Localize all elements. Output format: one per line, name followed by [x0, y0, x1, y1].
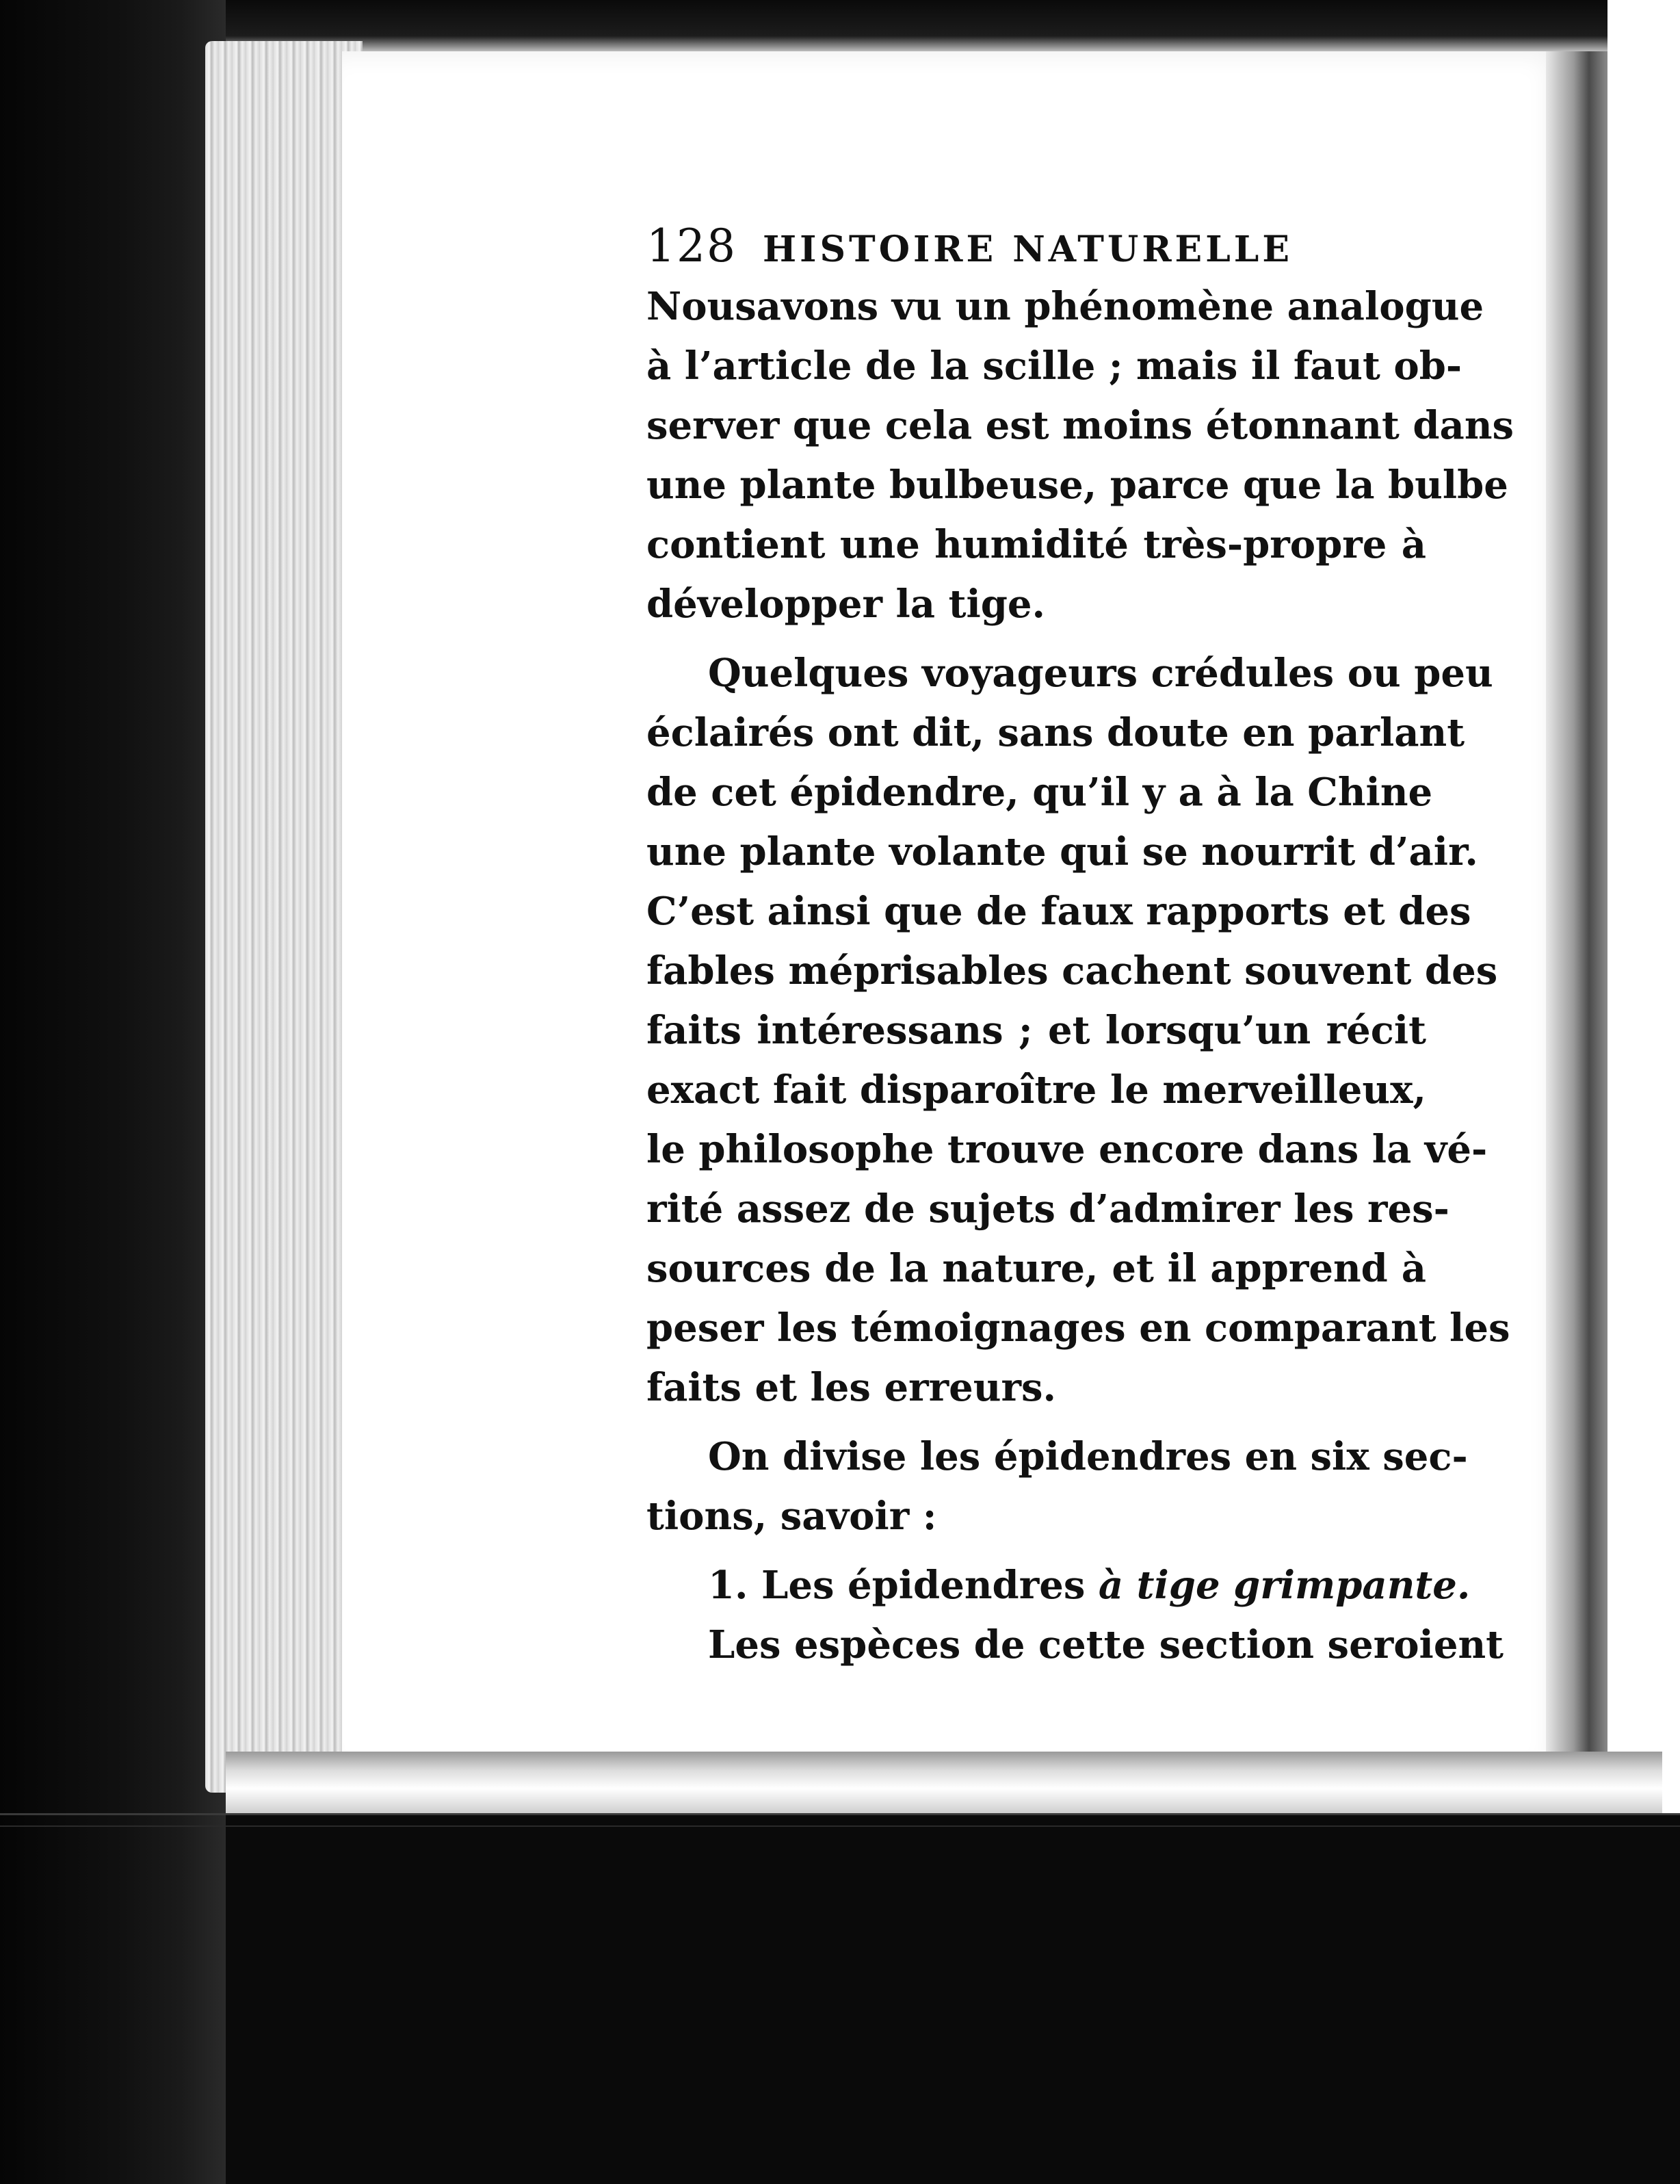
paragraph: [646, 1615, 1504, 1675]
paragraph: [646, 1427, 1468, 1546]
text-line: On divise les épidendres en six sec-: [708, 1434, 1468, 1479]
text-line: une plante volante qui se nourrit d’air.: [646, 829, 1478, 874]
text-line: tions, savoir :: [646, 1494, 937, 1539]
italic-text: à tige grimpante.: [1098, 1563, 1471, 1608]
scan-artifact-line: [0, 1825, 1680, 1827]
book-edge: [0, 0, 226, 2184]
page-number: 128: [646, 220, 737, 272]
text-line: de cet épidendre, qu’il y a à la Chine: [646, 770, 1433, 815]
bottom-dark-area: [226, 1813, 1680, 2184]
text-line: Quelques voyageurs crédules ou peu: [708, 651, 1493, 696]
paragraph: [646, 644, 1510, 1418]
top-shadow: [226, 0, 1614, 51]
scan-artifact-line: [0, 1813, 1680, 1815]
binding-gutter: [1546, 51, 1607, 1817]
text-line: C’est ainsi que de faux rapports et des: [646, 889, 1471, 934]
section-item-line: [646, 1556, 1471, 1615]
text-line: Nousavons vu un phénomène analogue: [646, 284, 1484, 329]
text-line: peser les témoignages en comparant les: [646, 1305, 1510, 1351]
text-line: faits intéressans ; et lorsqu’un récit: [646, 1008, 1426, 1053]
text-line: server que cela est moins étonnant dans: [646, 403, 1514, 448]
text-line: rité assez de sujets d’admirer les res-: [646, 1186, 1449, 1232]
text-line: à l’article de la scille ; mais il faut ob-: [646, 343, 1462, 389]
page-bottom-edge: [226, 1752, 1662, 1813]
text-line: fables méprisables cachent souvent des: [646, 948, 1498, 993]
text-line: Les espèces de cette section seroient: [708, 1622, 1504, 1667]
paragraph: [646, 277, 1514, 634]
text-line: exact fait disparoître le merveilleux,: [646, 1067, 1426, 1113]
paragraph: [646, 1556, 1471, 1615]
text-line: faits et les erreurs.: [646, 1365, 1056, 1410]
text-line: sources de la nature, et il apprend à: [646, 1246, 1426, 1291]
text-line: une plante bulbeuse, parce que la bulbe: [646, 463, 1508, 508]
text-line: éclairés ont dit, sans doute en parlant: [646, 710, 1465, 755]
text-line: le philosophe trouve encore dans la vé-: [646, 1127, 1488, 1172]
page-text: [646, 219, 1514, 1675]
text-line: développer la tige.: [646, 582, 1045, 627]
running-title: HISTOIRE NATURELLE: [762, 229, 1293, 270]
text-line: contient une humidité très-propre à: [646, 522, 1426, 567]
running-head: [646, 219, 1426, 277]
page-stack-edges: [205, 41, 363, 1793]
text-span: 1. Les épidendres: [708, 1563, 1086, 1608]
